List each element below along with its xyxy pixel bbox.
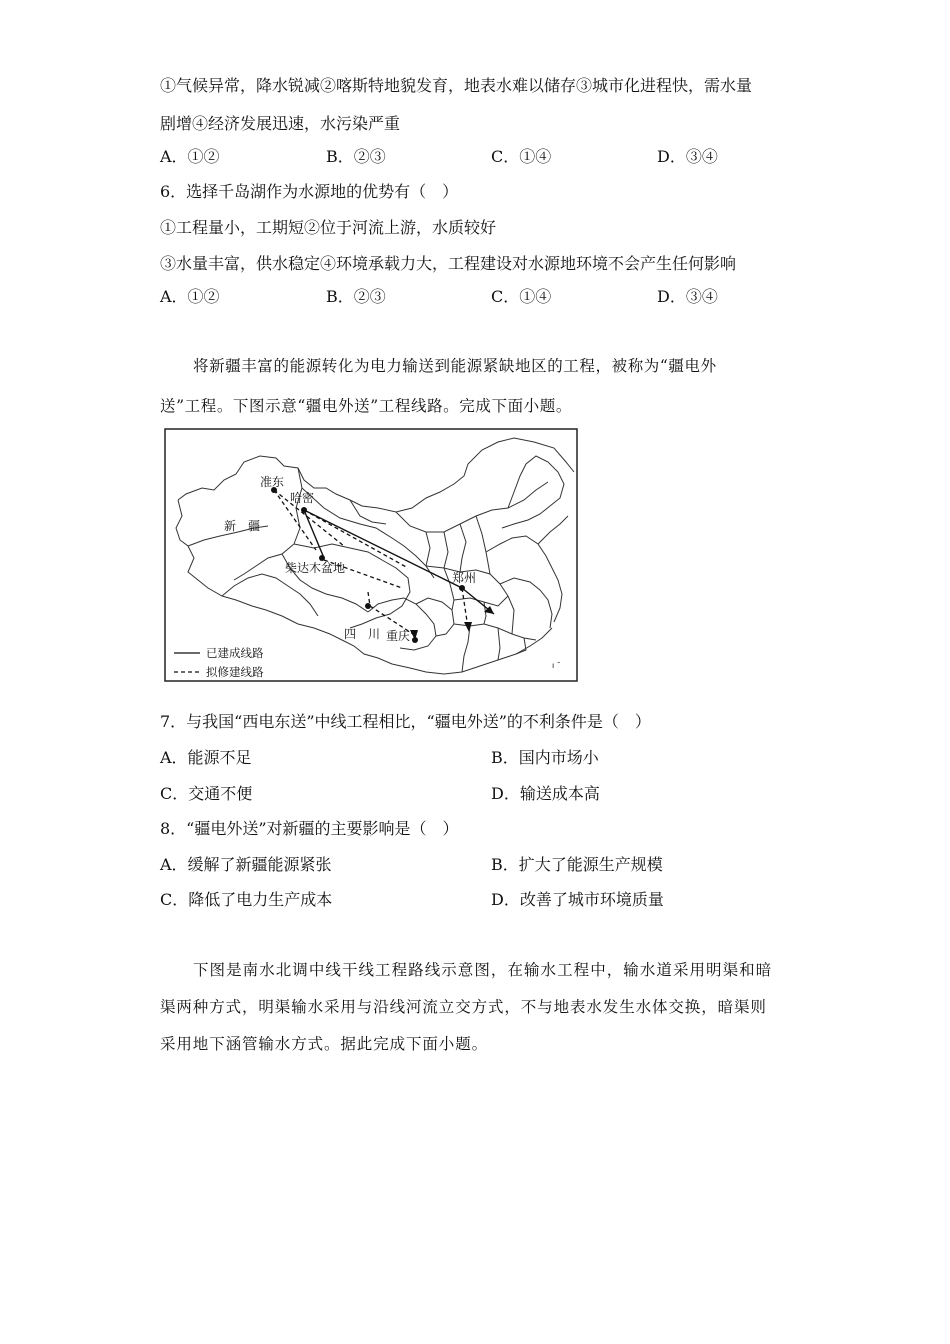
zhengzhou-dot	[459, 585, 465, 591]
label-xinjiang: 新 疆	[224, 519, 261, 533]
q8-option-d[interactable]: D．改善了城市环境质量	[491, 890, 664, 909]
q7-option-c[interactable]: C．交通不便	[160, 784, 253, 803]
q5-option-b[interactable]: B．②③	[326, 147, 386, 166]
legend-built-label: 已建成线路	[206, 646, 264, 660]
q6-statement-line1: ①工程量小，工期短②位于河流上游，水质较好	[160, 218, 497, 237]
label-sichuan: 四 川	[344, 627, 381, 641]
legend-planned-label: 拟修建线路	[206, 665, 264, 679]
intro2-line3: 采用地下涵管输水方式。据此完成下面小题。	[160, 1035, 489, 1053]
q8-option-c[interactable]: C．降低了电力生产成本	[160, 890, 333, 909]
map-scale-mark: ı ˉ	[552, 661, 561, 670]
q6-option-d[interactable]: D．③④	[657, 287, 718, 306]
label-qaidam: 柴达木盆地	[285, 561, 346, 575]
q7-option-d[interactable]: D．输送成本高	[491, 784, 600, 803]
q6-option-b[interactable]: B．②③	[326, 287, 386, 306]
label-zhengzhou: 郑州	[452, 571, 477, 585]
q5-option-d[interactable]: D．③④	[657, 147, 718, 166]
hami-dot	[301, 507, 307, 513]
q8-option-a[interactable]: A．缓解了新疆能源紧张	[160, 855, 332, 874]
q6-option-a[interactable]: A．①②	[160, 287, 220, 306]
label-chongqing: 重庆	[386, 629, 411, 643]
q7-stem: 7．与我国“西电东送”中线工程相比，“疆电外送”的不利条件是（ ）	[160, 712, 651, 731]
sichuan-dot	[365, 603, 371, 609]
q7-option-a[interactable]: A．能源不足	[160, 748, 252, 767]
map-frame	[165, 429, 577, 681]
q5-statement-line1: ①气候异常，降水锐减②喀斯特地貌发育，地表水难以储存③城市化进程快，需水量	[160, 76, 753, 95]
q8-stem: 8．“疆电外送”对新疆的主要影响是（ ）	[160, 819, 459, 838]
q6-stem: 6．选择千岛湖作为水源地的优势有（ ）	[160, 182, 459, 201]
q5-option-c[interactable]: C．①④	[491, 147, 552, 166]
intro2-line1: 下图是南水北调中线干线工程路线示意图，在输水工程中，输水道采用明渠和暗	[193, 961, 773, 979]
q6-option-c[interactable]: C．①④	[491, 287, 552, 306]
label-hami: 哈密	[290, 491, 315, 505]
q6-statement-line2: ③水量丰富，供水稳定④环境承载力大，工程建设对水源地环境不会产生任何影响	[160, 254, 737, 273]
label-zhundong: 准东	[260, 475, 285, 489]
intro1-line1: 将新疆丰富的能源转化为电力输送到能源紧缺地区的工程，被称为“疆电外	[193, 357, 717, 375]
chongqing-dot	[412, 637, 418, 643]
q8-option-b[interactable]: B．扩大了能源生产规模	[491, 855, 663, 874]
intro1-line2: 送”工程。下图示意“疆电外送”工程线路。完成下面小题。	[160, 397, 572, 415]
xinjiang-power-map	[164, 428, 578, 682]
q5-option-a[interactable]: A．①②	[160, 147, 220, 166]
q7-option-b[interactable]: B．国内市场小	[491, 748, 599, 767]
q5-statement-line2: 剧增④经济发展迅速，水污染严重	[160, 114, 401, 133]
intro2-line2: 渠两种方式，明渠输水采用与沿线河流立交方式，不与地表水发生水体交换，暗渠则	[160, 998, 767, 1016]
